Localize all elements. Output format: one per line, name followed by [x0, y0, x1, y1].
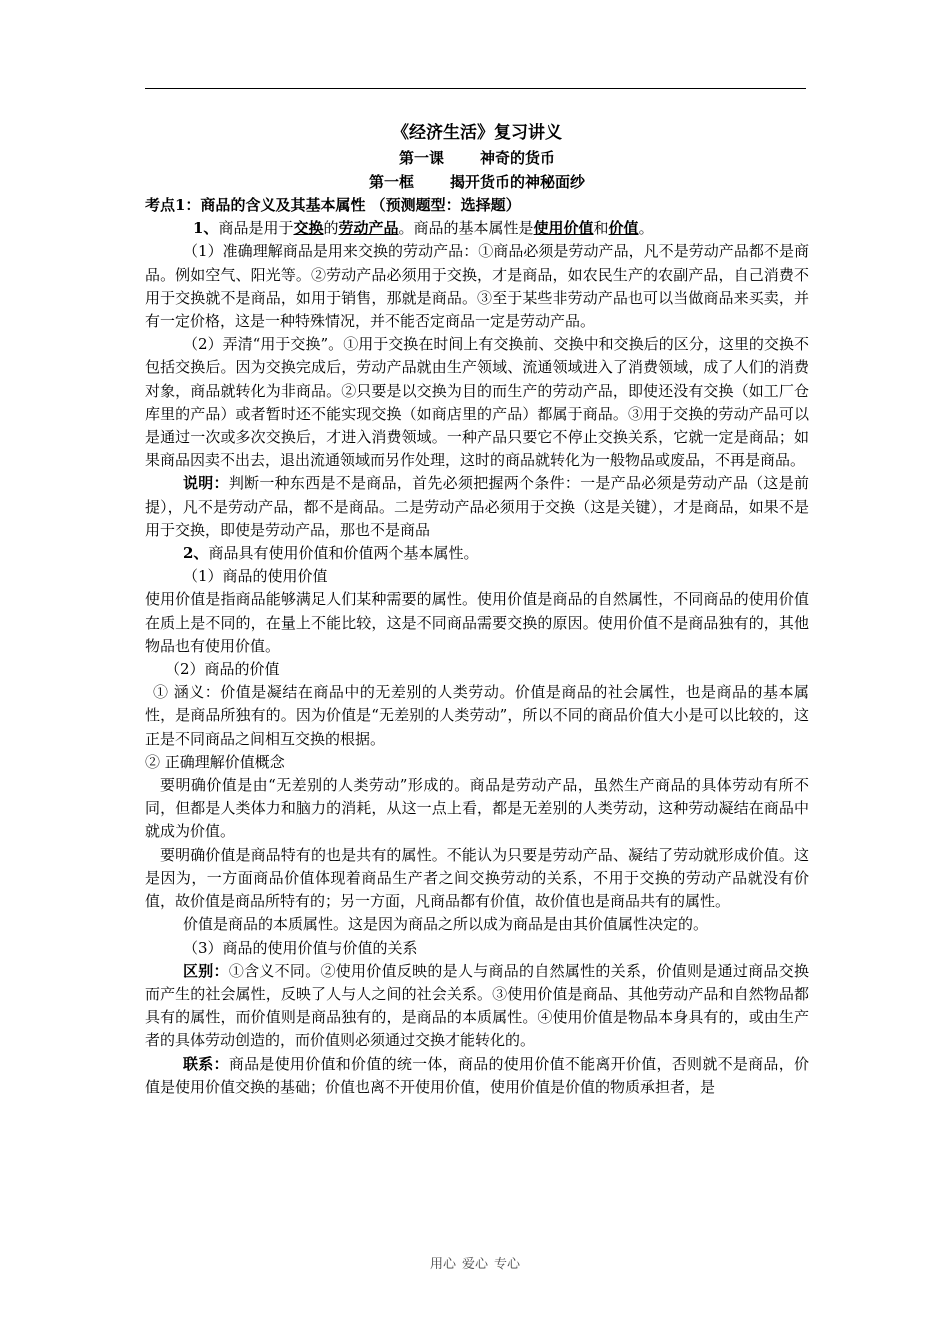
- paragraph-value-meaning: ① 涵义：价值是凝结在商品中的无差别的人类劳动。价值是商品的社会属性，也是商品的基本属性，是商品所独有的。因为价值是“无差别的人类劳动”，所以不同的商品价值大小是可以比较的，这正是不同商品之间相互交换的根据。: [145, 683, 809, 748]
- keyword-value: 价值: [608, 219, 639, 238]
- keyword-use-value: 使用价值: [533, 219, 594, 238]
- paragraph-definition: 1、商品是用于交换的劳动产品。商品的基本属性是使用价值和价值。: [193, 219, 654, 238]
- paragraph-two-attributes: 2、商品具有使用价值和价值两个基本属性。: [183, 544, 479, 563]
- difference-label: 区别：: [183, 961, 229, 980]
- subheading-relationship: （3）商品的使用价值与价值的关系: [183, 938, 418, 957]
- page-footer: 用心 爱心 专心: [429, 1257, 521, 1272]
- paragraph-understand-commodity: （1）准确理解商品是用来交换的劳动产品：①商品必须是劳动产品，凡不是劳动产品都不是商品。例如空气、阳光等。②劳动产品必须用于交换，才是商品，如农民生产的农副产品，自己消费不用于交换就不是商品，如用于销售，那就是商品。③至于某些非劳动产品也可以当做商品来买卖，并有一定价格，这是一种特殊情况，并不能否定商品一定是劳动产品。: [145, 242, 809, 331]
- paragraph-value-essence: 价值是商品的本质属性。这是因为商品之所以成为商品是由其价值属性决定的。: [183, 915, 709, 934]
- paragraph-difference: 区别：①含义不同。②使用价值反映的是人与商品的自然属性的关系，价值则是通过商品交换而产生的社会属性，反映了人与人之间的社会关系。③使用价值是商品、其他劳动产品和自然物品都具有的属性，而价值则是商品独有的，是商品的本质属性。④使用价值是物品本身具有的，或由生产者的具体劳动创造的，而价值则必须通过交换才能转化的。: [145, 961, 809, 1050]
- section-heading-kaodian1: 考点1：商品的含义及其基本属性 （预测题型：选择题）: [145, 196, 521, 214]
- paragraph-note: 说明：判断一种东西是不是商品，首先必须把握两个条件：一是产品必须是劳动产品（这是前提），凡不是劳动产品，都不是商品。二是劳动产品必须用于交换（这是关键），才是商品，如果不是用于交换，即使是劳动产品，那也不是商品: [145, 474, 809, 539]
- lesson-number: 第一课: [398, 149, 444, 167]
- paragraph-value-concept: ② 正确理解价值概念: [145, 752, 285, 771]
- document-page: [145, 120, 809, 1099]
- frame-number: 第一框: [368, 173, 414, 191]
- paragraph-connection: 联系：商品是使用价值和价值的统一体，商品的使用价值不能离开价值，否则就不是商品，价值是使用价值交换的基础；价值也离不开使用价值，使用价值是价值的物质承担者，是: [145, 1054, 809, 1096]
- lesson-name: 神奇的货币: [480, 149, 556, 167]
- frame-heading: [145, 170, 809, 194]
- note-label: 说明：: [183, 474, 229, 493]
- lesson-heading: [145, 146, 809, 170]
- frame-name: 揭开货币的神秘面纱: [450, 173, 586, 191]
- paragraph-use-value: 使用价值是指商品能够满足人们某种需要的属性。使用价值是商品的自然属性，不同商品的使用价值在质上是不同的，在量上不能比较，这是不同商品需要交换的原因。使用价值不是商品独有的，其他物品也有使用价值。: [145, 590, 809, 655]
- paragraph-value-labor: 要明确价值是由“无差别的人类劳动”形成的。商品是劳动产品，虽然生产商品的具体劳动有所不同，但都是人类体力和脑力的消耗，从这一点上看，都是无差别的人类劳动，这种劳动凝结在商品中就成为价值。: [145, 776, 809, 841]
- document-title: 《经济生活》复习讲义: [392, 123, 562, 143]
- keyword-exchange: 交换: [293, 219, 324, 238]
- paragraph-for-exchange: （2）弄清“用于交换”。①用于交换在时间上有交换前、交换中和交换后的区分，这里的交换不包括交换后。因为交换完成后，劳动产品就由生产领域、流通领域进入了消费领域，成了人们的消费对象，商品就转化为非商品。②只要是以交换为目的而生产的劳动产品，即使还没有交换（如工厂仓库里的产品）或者暂时还不能实现交换（如商店里的产品）都属于商品。③用于交换的劳动产品可以是通过一次或多次交换后，才进入消费领域。一种产品只要它不停止交换关系，它就一定是商品；如果商品因卖不出去，退出流通领域而另作处理，这时的商品就转化为一般物品或废品，不再是商品。: [145, 335, 809, 470]
- connection-label: 联系：: [183, 1054, 229, 1073]
- subheading-value: （2）商品的价值: [165, 660, 280, 679]
- subheading-use-value: （1）商品的使用价值: [183, 567, 328, 586]
- keyword-labor-product: 劳动产品: [338, 219, 399, 238]
- paragraph-value-specific: 要明确价值是商品特有的也是共有的属性。不能认为只要是劳动产品、凝结了劳动就形成价值。这是因为，一方面商品价值体现着商品生产者之间交换劳动的关系，不用于交换的劳动产品就没有价值，故价值是商品所特有的；另一方面，凡商品都有价值，故价值也是商品共有的属性。: [145, 845, 809, 911]
- header-rule: [145, 88, 806, 89]
